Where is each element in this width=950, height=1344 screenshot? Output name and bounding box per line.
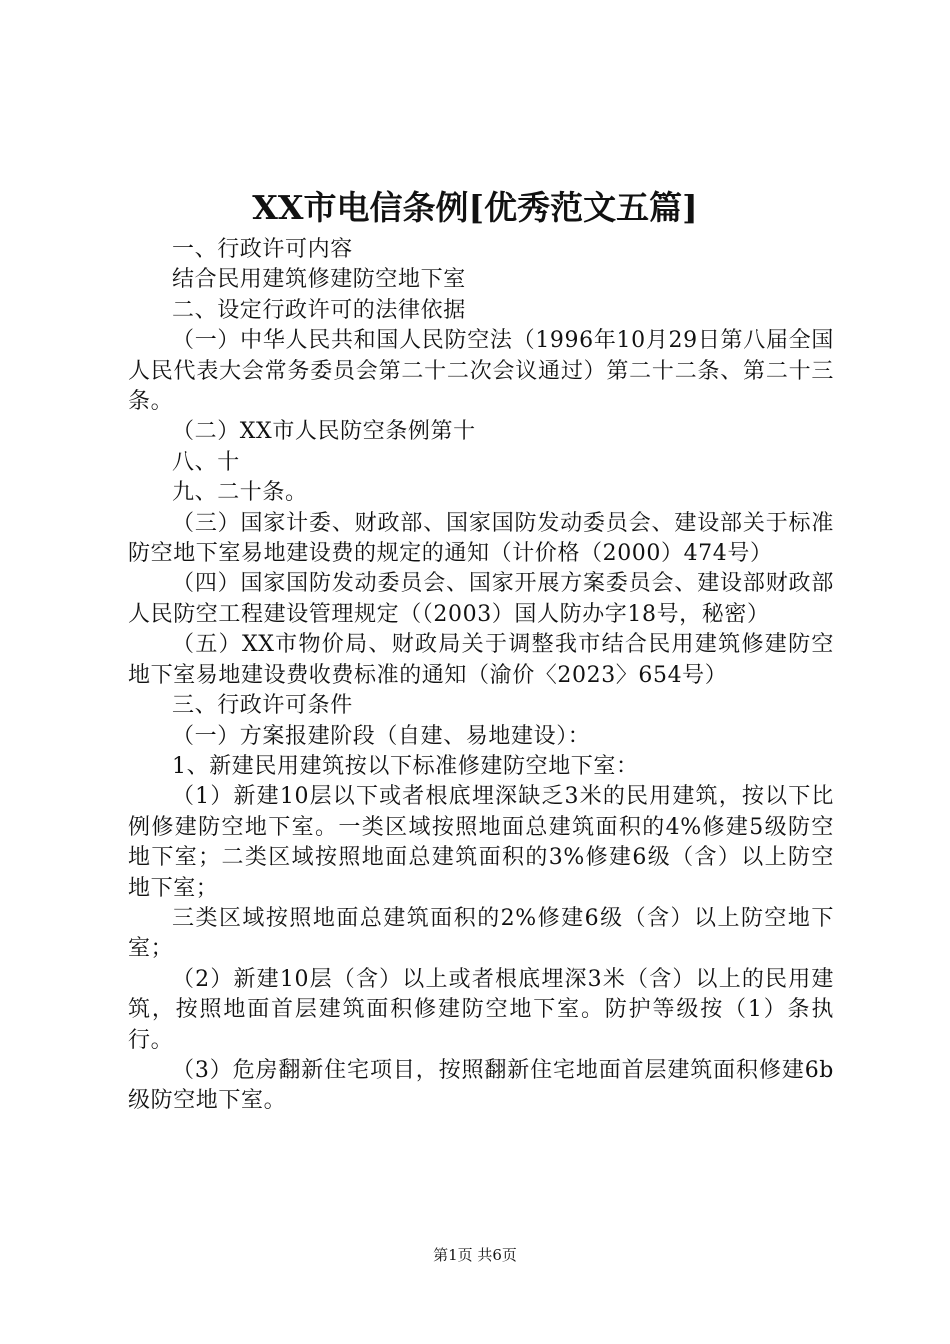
paragraph: （四）国家国防发动委员会、国家开展方案委员会、建设部财政部人民防空工程建设管理规定（（2003）国人防办字18号，秘密） bbox=[128, 571, 834, 627]
page-number: 第1页 共6页 bbox=[433, 1246, 517, 1264]
paragraph: （一）中华人民共和国人民防空法（1996年10月29日第八届全国人民代表大会常务委员会第二十二次会议通过）第二十二条、第二十三条。 bbox=[128, 328, 834, 415]
paragraph: 结合民用建筑修建防空地下室 bbox=[172, 267, 466, 293]
document-title: XX市电信条例[优秀范文五篇] bbox=[252, 188, 698, 227]
section-heading: 三、行政许可条件 bbox=[172, 693, 353, 719]
section-heading: 一、行政许可内容 bbox=[172, 237, 353, 262]
paragraph: （五）XX市物价局、财政局关于调整我市结合民用建筑修建防空地下室易地建设费收费标准的通知（渝价〈2023〉654号） bbox=[128, 632, 834, 688]
paragraph: 八、十 bbox=[172, 449, 240, 475]
document-body bbox=[128, 235, 834, 1117]
paragraph: 九、二十条。 bbox=[172, 480, 308, 506]
section-heading: 二、设定行政许可的法律依据 bbox=[172, 297, 466, 323]
paragraph: （3）危房翻新住宅项目，按照翻新住宅地面首层建筑面积修建6b级防空地下室。 bbox=[128, 1057, 834, 1114]
paragraph: （三）国家计委、财政部、国家国防发动委员会、建设部关于标准防空地下室易地建设费的规定的通知（计价格（2000）474号） bbox=[128, 510, 834, 567]
paragraph: 三类区域按照地面总建筑面积的2%修建6级（含）以上防空地下室； bbox=[128, 905, 834, 962]
paragraph: （一）方案报建阶段（自建、易地建设）： bbox=[172, 723, 591, 749]
paragraph: （2）新建10层（含）以上或者根底埋深3米（含）以上的民用建筑，按照地面首层建筑面积修建防空地下室。防护等级按（1）条执行。 bbox=[128, 966, 834, 1053]
paragraph: 1、新建民用建筑按以下标准修建防空地下室： bbox=[172, 753, 639, 779]
paragraph: （1）新建10层以下或者根底埋深缺乏3米的民用建筑，按以下比例修建防空地下室。一类区域按照地面总建筑面积的4%修建5级防空地下室；二类区域按照地面总建筑面积的3%修建6级（含）以上防空地下室； bbox=[128, 784, 834, 901]
paragraph: （二）XX市人民防空条例第十 bbox=[172, 419, 476, 445]
